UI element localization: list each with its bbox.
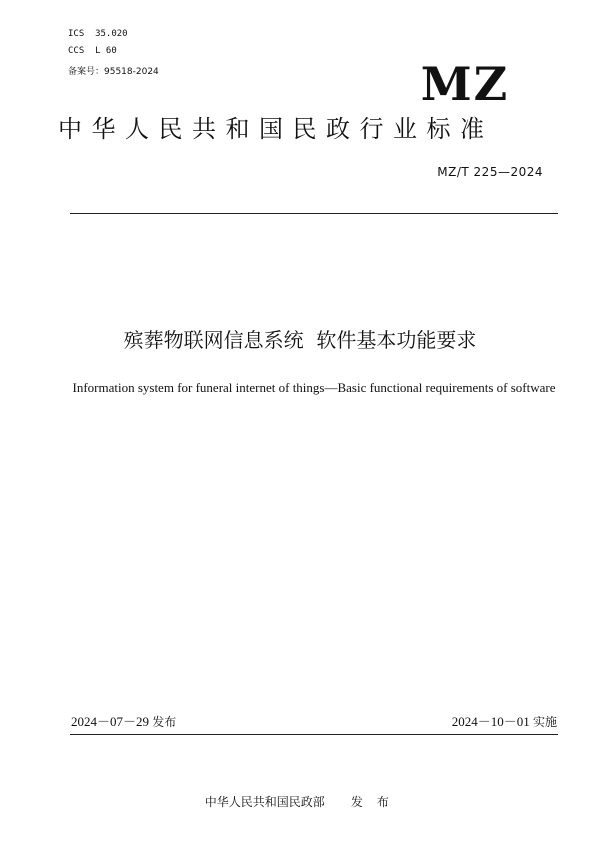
english-title: Information system for funeral internet of things—Basic functional requirements of software [72,380,556,395]
release-date: 2024－07－29 [71,714,150,729]
ccs-code: CCS L 60 [68,46,117,56]
record-number: 备案号：95518-2024 [68,67,159,77]
issuing-body-title: 中华人民共和国民政行业标准 [58,115,494,143]
issuer-action: 发布 [350,795,403,809]
release-date-row [71,713,176,731]
implementation-date-row [452,713,557,731]
issuer-name: 中华人民共和国民政部 [204,795,325,809]
top-divider [70,213,558,214]
issuer-line [0,775,600,811]
chinese-title: 殡葬物联网信息系统 软件基本功能要求 [123,328,477,352]
release-label: 发布 [152,715,177,729]
bottom-divider [70,734,558,735]
standard-number: MZ/T 225—2024 [437,165,543,179]
ics-code: ICS 35.020 [68,29,128,39]
implementation-label: 实施 [532,715,557,729]
standard-logo: MZ [420,57,510,111]
implementation-date: 2024－10－01 [451,714,530,729]
